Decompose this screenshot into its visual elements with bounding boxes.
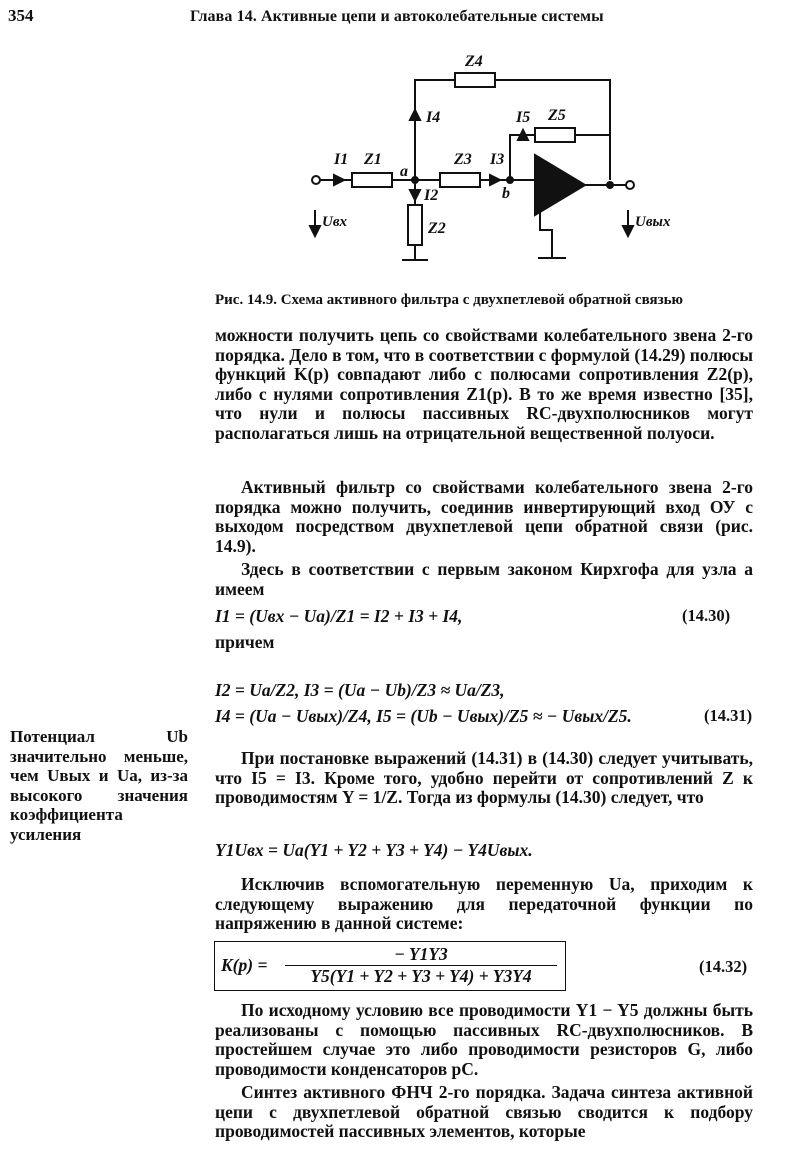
equation-number-14-31: (14.31): [704, 706, 753, 725]
arrow-i4: [410, 110, 420, 120]
sidenote: Потенциал Ub значительно меньше, чем Uвых и Ua, из-за высокого значения коэффициента усиления: [10, 727, 188, 844]
resistor-z1: [352, 173, 392, 187]
circuit-diagram: [290, 40, 690, 280]
resistor-z2: [408, 205, 422, 245]
fraction-numerator: − Y1Y3: [285, 944, 557, 966]
label-z1: Z1: [364, 151, 382, 168]
wire-noninv-ground: [535, 208, 566, 258]
label-i1: I1: [334, 151, 349, 168]
equation-14-30: I1 = (Uвх − Ua)/Z1 = I2 + I3 + I4,: [215, 606, 463, 626]
label-i3: I3: [490, 151, 505, 168]
paragraph-8: [215, 1083, 753, 1142]
transfer-function-fraction: [285, 944, 557, 987]
figure-caption: Рис. 14.9. Схема активного фильтра с двухпетлевой обратной связью: [215, 292, 684, 308]
equation-14-31a: I2 = Ua/Z2, I3 = (Ua − Ub)/Z3 ≈ Ua/Z3,: [215, 680, 505, 700]
output-node: [607, 182, 613, 188]
output-terminal: [626, 181, 634, 189]
label-i5: I5: [516, 109, 531, 126]
label-u-out: Uвых: [635, 214, 671, 230]
resistor-z4: [455, 73, 495, 87]
op-amp: [535, 155, 585, 215]
arrow-i1: [334, 175, 344, 185]
equation-14-32-box: [214, 941, 566, 991]
arrow-i5: [518, 130, 528, 140]
equation-number-14-32: (14.32): [699, 957, 748, 976]
label-z2: Z2: [428, 220, 446, 237]
wire-z4-loop: [415, 80, 610, 180]
paragraph-8-text: Задача синтеза активной цепи с двухпетлевой обратной связью сводится к подбору проводимостей пассивных элементов, которые: [215, 1082, 753, 1142]
paragraph-2: Активный фильтр со свойствами колебательного звена 2-го порядка можно получить, соединив инвертирующий вход ОУ с выходом посредством двухпетлевой цепи обратной связи (рис. 14.9).: [215, 477, 753, 556]
resistor-z3: [440, 173, 480, 187]
equation-number-14-30: (14.30): [682, 606, 731, 625]
paragraph-6: Исключив вспомогательную переменную Ua, приходим к следующему выражению для передаточной функции по напряжению в данной системе:: [215, 874, 753, 934]
paragraph-4: причем: [215, 632, 275, 652]
equation-14-32-lhs: K(p) =: [221, 955, 268, 975]
label-i2: I2: [424, 187, 439, 204]
arrow-i3: [490, 175, 500, 185]
label-i4: I4: [426, 109, 441, 126]
paragraph-1: можности получить цепь со свойствами колебательного звена 2-го порядка. Дело в том, что в соответствии с формулой (14.29) полюсы функций K(p) совпадают либо с полюсами сопротивления Z2(p), либо с нулями сопротивления Z1(p). В то же время известно [35], что нули и полюсы пассивных RC-двухполюсников могут располагаться лишь на отрицательной вещественной полуоси.: [215, 325, 754, 443]
paragraph-7: По исходному условию все проводимости Y1 − Y5 должны быть реализованы с помощью пассивных RC-двухполюсников. В простейшем случае это либо проводимости резисторов G, либо проводимости конденсаторов pC.: [215, 1000, 753, 1079]
paragraph-5: При постановке выражений (14.31) в (14.30) следует учитывать, что I5 = I3. Кроме того, удобно перейти от сопротивлений Z к проводимостям Y = 1/Z. Тогда из формулы (14.30) следует, что: [215, 748, 753, 808]
label-z5: Z5: [548, 107, 566, 124]
page-number: 354: [8, 6, 34, 25]
input-terminal: [312, 176, 320, 184]
resistor-z5: [535, 128, 575, 142]
label-z3: Z3: [454, 151, 472, 168]
section-heading: Синтез активного ФНЧ 2-го порядка.: [241, 1082, 546, 1102]
label-z4: Z4: [465, 53, 483, 70]
equation-14-31b: I4 = (Ua − Uвых)/Z4, I5 = (Ub − Uвых)/Z5 ≈ − Uвых/Z5.: [215, 706, 632, 726]
equation-node-a: Y1Uвх = Ua(Y1 + Y2 + Y3 + Y4) − Y4Uвых.: [215, 840, 533, 860]
label-a: a: [400, 163, 408, 180]
arrow-i2: [410, 190, 420, 200]
fraction-denominator: Y5(Y1 + Y2 + Y3 + Y4) + Y3Y4: [310, 966, 532, 986]
label-u-in: Uвх: [322, 214, 348, 230]
paragraph-3: Здесь в соответствии с первым законом Кирхгофа для узла a имеем: [215, 559, 753, 599]
label-b: b: [502, 185, 510, 202]
chapter-title: Глава 14. Активные цепи и автоколебательные системы: [190, 8, 604, 25]
